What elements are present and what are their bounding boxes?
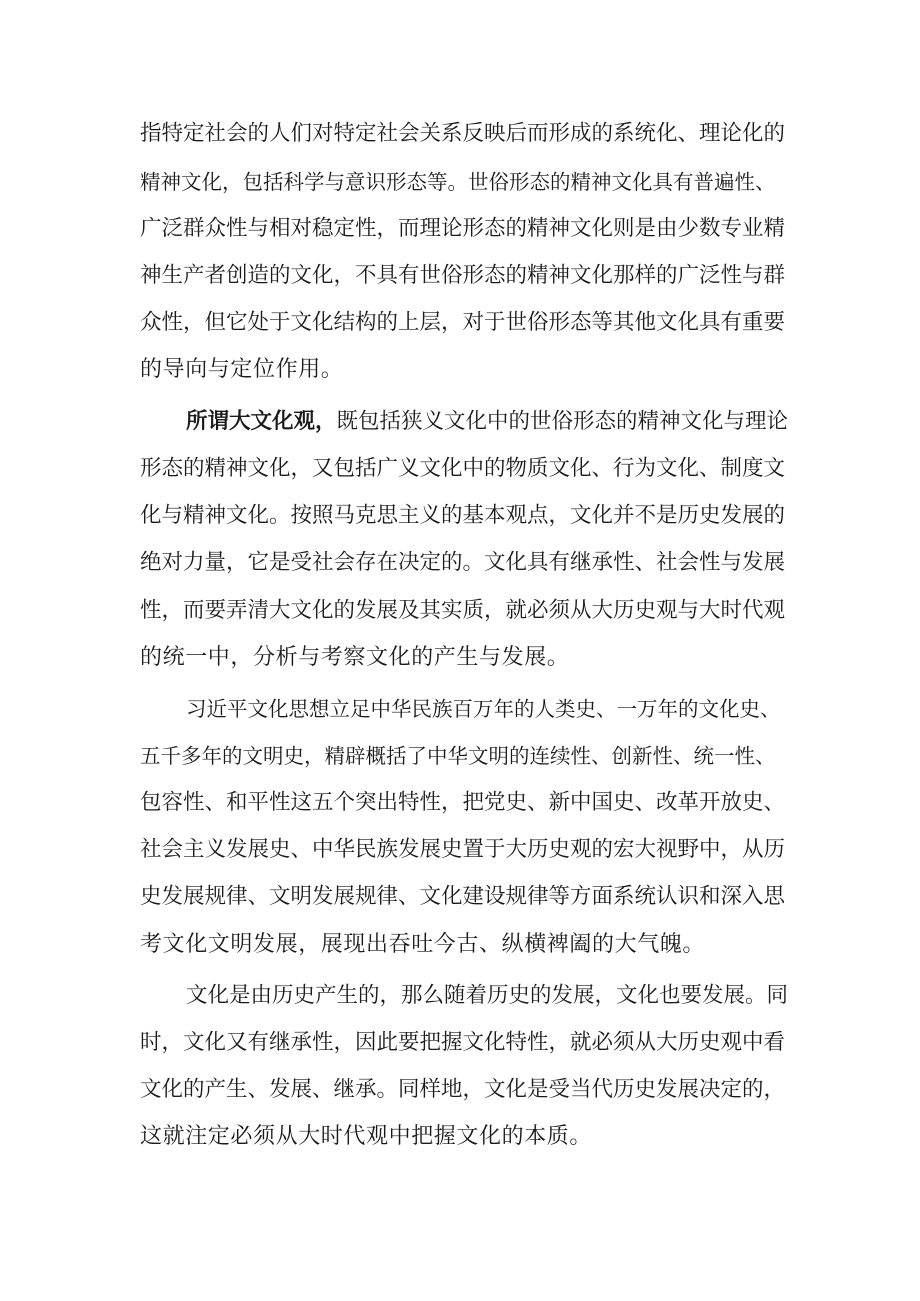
paragraph-3-line-2: 五千多年的文明史，精辟概括了中华文明的连续性、创新性、统一性、 <box>140 744 776 768</box>
paragraph-4-line-1: 文化是由历史产生的，那么随着历史的发展，文化也要发展。同 <box>186 983 789 1008</box>
paragraph-1-line-1: 指特定社会的人们对特定社会关系反映后而形成的系统化、理论化的 <box>140 121 786 146</box>
bold-lead-term: 所谓大文化观， <box>186 409 337 434</box>
paragraph-4-line-4: 这就注定必须从大时代观中把握文化的本质。 <box>140 1124 593 1149</box>
paragraph-2-line-2: 形态的精神文化，又包括广义文化中的物质文化、行为文化、制度文 <box>140 456 786 481</box>
paragraph-1-line-4: 神生产者创造的文化，不具有世俗形态的精神文化那样的广泛性与群 <box>140 263 786 288</box>
paragraph-1-line-3: 广泛群众性与相对稳定性，而理论形态的精神文化则是由少数专业精 <box>140 216 786 241</box>
paragraph-2-line-4: 绝对力量，它是受社会存在决定的。文化具有继承性、社会性与发展 <box>140 550 786 575</box>
paragraph-4-line-2: 时，文化又有继承性，因此要把握文化特性，就必须从大历史观中看 <box>140 1030 786 1055</box>
paragraph-3-line-1: 习近平文化思想立足中华民族百万年的人类史、一万年的文化史、 <box>186 697 781 721</box>
paragraph-3-line-4: 社会主义发展史、中华民族发展史置于大历史观的宏大视野中，从历 <box>140 837 786 862</box>
paragraph-3-line-3: 包容性、和平性这五个突出特性，把党史、新中国史、改革开放史、 <box>140 790 786 815</box>
paragraph-1-line-6: 的导向与定位作用。 <box>140 357 344 382</box>
paragraph-1-line-5: 众性，但它处于文化结构的上层，对于世俗形态等其他文化具有重要 <box>140 310 786 335</box>
paragraph-4-line-3: 文化的产生、发展、继承。同样地，文化是受当代历史发展决定的， <box>140 1077 786 1102</box>
paragraph-2-line-5: 性，而要弄清大文化的发展及其实质，就必须从大历史观与大时代观 <box>140 598 786 623</box>
paragraph-2-line-6: 的统一中，分析与考察文化的产生与发展。 <box>140 645 570 670</box>
paragraph-2-line-3: 化与精神文化。按照马克思主义的基本观点，文化并不是历史发展的 <box>140 503 786 528</box>
paragraph-3-line-6: 考文化文明发展，展现出吞吐今古、纵横裨阖的大气魄。 <box>140 932 706 957</box>
paragraph-1-line-2: 精神文化，包括科学与意识形态等。世俗形态的精神文化具有普遍性、 <box>140 170 776 194</box>
paragraph-2-line-1 <box>186 405 788 439</box>
paragraph-2-line-1-rest: 既包括狭义文化中的世俗形态的精神文化与理论 <box>336 409 789 434</box>
paragraph-3-line-5: 史发展规律、文明发展规律、文化建设规律等方面系统认识和深入思 <box>140 884 786 909</box>
